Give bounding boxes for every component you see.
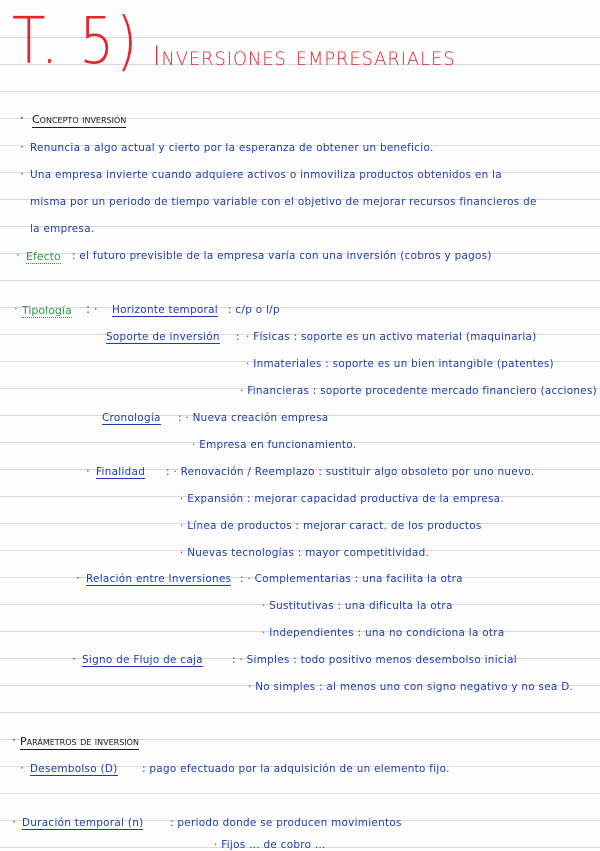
concepto-bullet-2-line-2: misma por un periodo de tiempo variable con el objetivo de mejorar recursos financieros de [30, 196, 537, 208]
finalidad-item-renovacion: : · Renovación / Reemplazo : sustituir algo obsoleto por uno nuevo. [166, 466, 535, 478]
bullet-dot: · [20, 167, 24, 181]
efecto-label: Efecto [26, 250, 61, 263]
bullet-dot: · [20, 761, 24, 775]
relacion-item-sustitutivas: · Sustitutivas : una dificulta la otra [262, 600, 453, 612]
section-heading-concepto: Concepto inversión [32, 113, 127, 126]
horizonte-label: Horizonte temporal [112, 304, 218, 316]
bullet-dot: · [12, 733, 16, 747]
finalidad-item-tecnologias: · Nuevas tecnologías : mayor competitividad. [180, 547, 430, 559]
bullet-dot: · [76, 571, 80, 585]
finalidad-item-expansion: · Expansión : mejorar capacidad productiva de la empresa. [180, 493, 504, 505]
bullet-dot: · [86, 464, 90, 478]
bullet-dot: · [20, 140, 24, 154]
efecto-text: : el futuro previsible de la empresa varía con una inversión (cobros y pagos) [72, 250, 492, 262]
soporte-item-fisicas: · Físicas : soporte es un activo material (maquinaria) [246, 331, 537, 343]
duracion-text: : periodo donde se producen movimientos [170, 817, 402, 829]
cut-off-line: · Fijos ... de cobro ... [214, 839, 326, 851]
soporte-label: Soporte de inversión [106, 331, 220, 343]
tipologia-label: Tipología [22, 304, 72, 317]
soporte-colon: : [236, 331, 240, 343]
relacion-item-complementarias: : · Complementarias : una facilita la otra [240, 573, 463, 585]
finalidad-label: Finalidad [96, 466, 146, 478]
signo-label: Signo de Flujo de caja [82, 654, 203, 666]
duracion-label: Duración temporal (n) [22, 817, 144, 829]
bullet-dot: · [20, 111, 24, 125]
soporte-item-inmateriales: · Inmateriales : soporte es un bien intangible (patentes) [246, 358, 554, 370]
desembolso-label: Desembolso (D) [30, 763, 118, 775]
bullet-dot: · [14, 302, 18, 316]
cronologia-item-nueva: : · Nueva creación empresa [178, 412, 329, 424]
section-heading-parametros: Parámetros de inversión [20, 735, 139, 748]
bullet-dot: · [12, 815, 16, 829]
finalidad-item-linea: · Línea de productos : mejorar caract. de los productos [180, 520, 482, 532]
signo-item-no-simples: · No simples : al menos uno con signo negativo y no sea D. [248, 681, 574, 693]
signo-item-simples: : · Simples : todo positivo menos desembolso inicial [232, 654, 517, 666]
concepto-bullet-2-line-3: la empresa. [30, 223, 95, 235]
bullet-dot: : · [86, 302, 98, 316]
horizonte-text: : c/p o l/p [228, 304, 280, 316]
page-title: Inversiones empresariales [153, 41, 456, 72]
bullet-dot: · [72, 652, 76, 666]
desembolso-text: : pago efectuado por la adquisición de un elemento fijo. [142, 763, 450, 775]
cronologia-label: Cronología [102, 412, 161, 424]
relacion-label: Relación entre Inversiones [86, 573, 232, 585]
soporte-item-financieras: · Financieras : soporte procedente mercado financiero (acciones) [240, 385, 598, 397]
title-number: T. 5) [12, 5, 140, 79]
concepto-bullet-2-line-1: Una empresa invierte cuando adquiere activos o inmoviliza productos obtenidos en la [30, 169, 502, 181]
concepto-bullet-1: Renuncia a algo actual y cierto por la esperanza de obtener un beneficio. [30, 142, 434, 154]
bullet-dot: · [16, 248, 20, 262]
cronologia-item-funcionamiento: · Empresa en funcionamiento. [192, 439, 357, 451]
relacion-item-independientes: · Independientes : una no condiciona la otra [262, 627, 505, 639]
